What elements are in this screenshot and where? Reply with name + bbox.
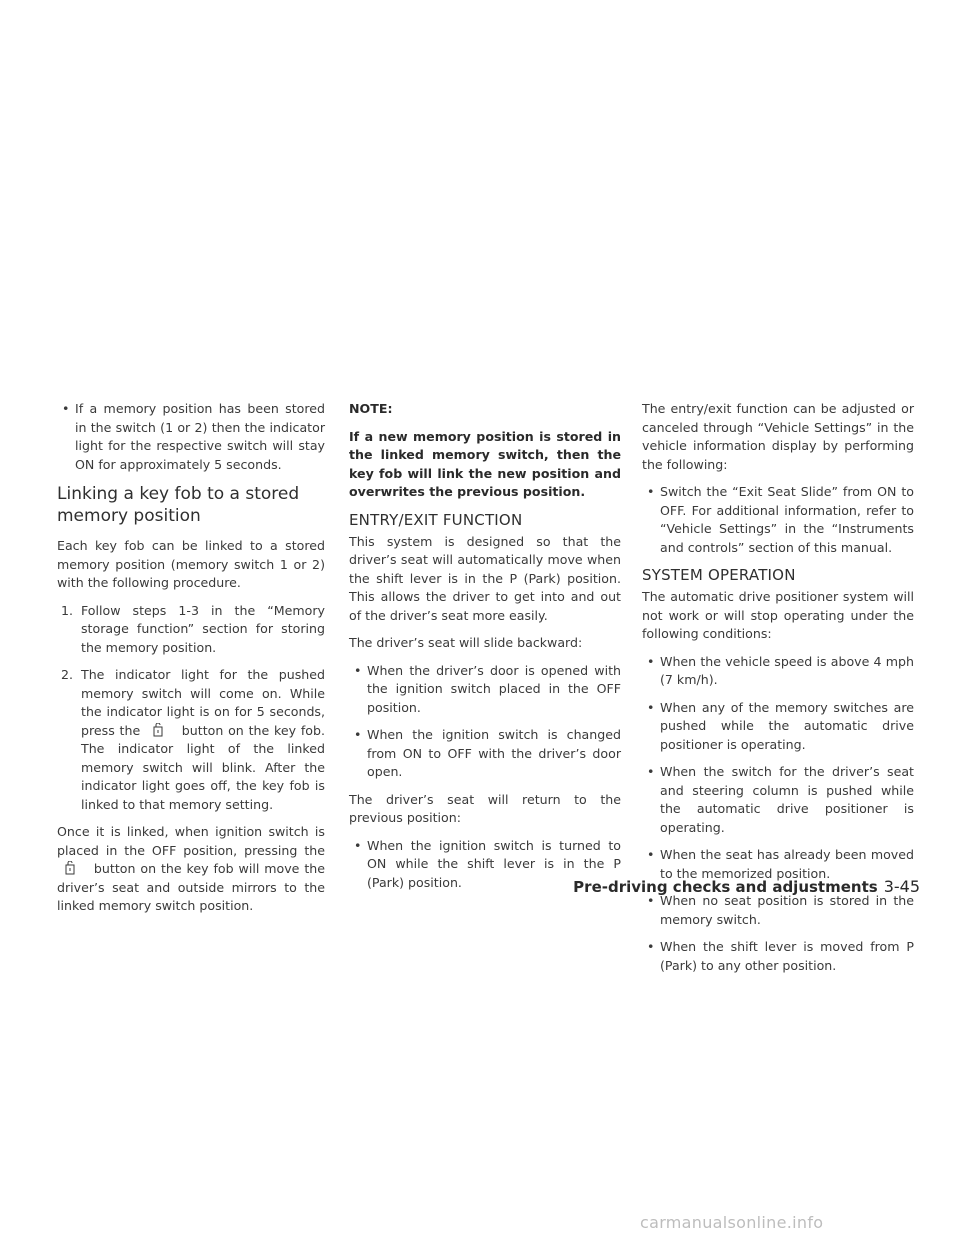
bullet-already-moved: • When the seat has already been moved to the memorized position. — [642, 846, 914, 883]
slide-backward-paragraph: The driver’s seat will slide backward: — [349, 635, 583, 650]
adjust-paragraph: The entry/exit function can be adjusted or canceled through “Vehicle Settings” in the vehicle information display by performing the following: — [642, 401, 914, 472]
note-label: NOTE: — [349, 401, 393, 416]
bullet-indicator-light: • If a memory position has been stored in the switch (1 or 2) then the indicator light for the respective switch will stay ON for approximately 5 seconds. — [57, 400, 325, 474]
section-heading-linking-key-fob: Linking a key fob to a stored memory position — [57, 484, 300, 526]
linked-paragraph — [57, 823, 325, 916]
bullet-ignition-on: • When the ignition switch is turned to ON while the shift lever is in the P (Park) position. — [349, 837, 621, 893]
bullet-shift-lever: • When the shift lever is moved from P (Park) to any other position. — [642, 938, 914, 975]
step-2 — [57, 666, 325, 814]
unlock-button-icon — [145, 723, 177, 737]
footer-section-title: Pre-driving checks and adjustments — [573, 878, 878, 896]
bullet-memory-switches: • When any of the memory switches are pushed while the automatic drive positioner is operating. — [642, 699, 914, 755]
return-position-paragraph: The driver’s seat will return to the previous position: — [349, 791, 621, 825]
step-1 — [57, 602, 325, 658]
column-middle — [349, 400, 621, 901]
page-footer — [560, 877, 920, 896]
bullet-door-opened: • When the driver’s door is opened with the ignition switch placed in the OFF position. — [349, 662, 621, 718]
note-text: If a new memory position is stored in the linked memory switch, then the key fob will link the new position and overwrites the previous position. — [349, 428, 621, 499]
step-number: 1. — [61, 602, 74, 618]
bullet-seat-switch: • When the switch for the driver’s seat and steering column is pushed while the automatic drive positioner is operating. — [642, 763, 914, 837]
section-heading-entry-exit: ENTRY/EXIT FUNCTION — [349, 510, 523, 529]
unlock-button-icon — [57, 861, 89, 875]
column-left — [57, 400, 325, 925]
step-text: Follow steps 1-3 in the “Memory storage function” section for storing the memory position. — [81, 602, 325, 655]
page-number: 3-45 — [883, 877, 920, 896]
linked-text-a: Once it is linked, when ignition switch is placed in the OFF position, pressing the — [57, 824, 325, 858]
entry-exit-paragraph: This system is designed so that the driver’s seat will automatically move when the shift lever is in the P (Park) position. This allows the driver to get into and out of the driver’s seat more easily. — [349, 533, 621, 623]
step-text-b: button on the key fob. The indicator light of the linked memory switch will blink. After the indicator light goes off, the key fob is linked to that memory setting. — [81, 722, 325, 812]
bullet-exit-seat-slide: • Switch the “Exit Seat Slide” from ON to OFF. For additional information, refer to “Vehicle Settings” in the “Instruments and controls” section of this manual. — [642, 483, 914, 557]
bullet-no-position: • When no seat position is stored in the memory switch. — [642, 892, 914, 929]
section-heading-system-operation: SYSTEM OPERATION — [642, 566, 796, 584]
bullet-vehicle-speed: • When the vehicle speed is above 4 mph (7 km/h). — [642, 653, 914, 690]
bullet-ignition-changed: • When the ignition switch is changed from ON to OFF with the driver’s door open. — [349, 726, 621, 782]
step-number: 2. — [61, 667, 74, 682]
linked-text-b: button on the key fob will move the driver’s seat and outside mirrors to the linked memory switch position. — [57, 861, 325, 913]
watermark: carmanualsonline.info — [640, 1213, 824, 1232]
step-text-a: The indicator light for the pushed memory switch will come on. While the indicator light is on for 5 seconds, press the — [81, 667, 325, 738]
system-operation-paragraph: The automatic drive positioner system will not work or will stop operating under the following conditions: — [642, 589, 914, 641]
column-right — [642, 400, 914, 984]
intro-paragraph: Each key fob can be linked to a stored memory position (memory switch 1 or 2) with the following procedure. — [57, 538, 325, 590]
